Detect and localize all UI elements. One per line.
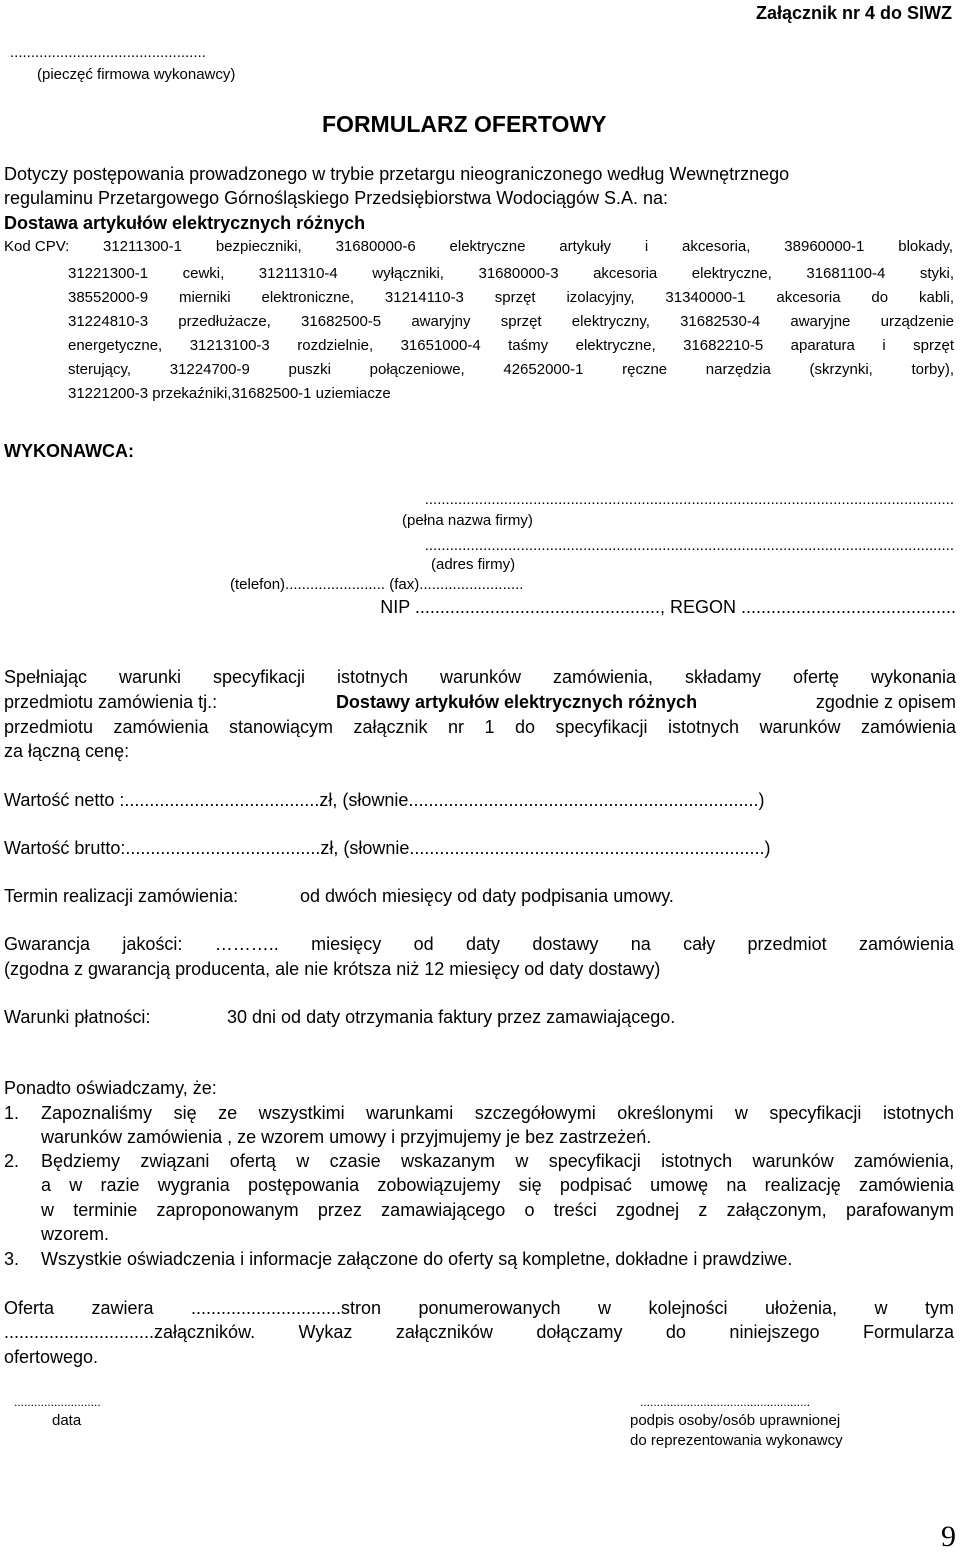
contractor-phone-fax[interactable]: (telefon)........................ (fax)......................... xyxy=(230,576,524,593)
offer-line-4: za łączną cenę: xyxy=(4,741,130,761)
cpv-line: 31221300-1 cewki, 31211310-4 wyłączniki, 31680000-3 akcesoria elektryczne, 31681100-4 styki, xyxy=(68,265,954,282)
declaration-line: Wszystkie oświadczenia i informacje załączone do oferty są kompletne, dokładne i prawdziwe. xyxy=(41,1249,793,1269)
offer-subject: Dostawy artykułów elektrycznych różnych xyxy=(335,692,698,712)
declaration-line: Będziemy związani ofertą w czasie wskazanym w specyfikacji istotnych warunków zamówienia, xyxy=(41,1151,954,1171)
warranty-line-1: Gwarancja jakości: ……….. miesięcy od daty dostawy na cały przedmiot zamówienia xyxy=(4,934,954,954)
declarations-heading: Ponadto oświadczamy, że: xyxy=(4,1078,217,1098)
offer-line-2-start: przedmiotu zamówienia tj.: xyxy=(4,692,218,712)
date-label: data xyxy=(52,1412,82,1429)
enclosures-line-1[interactable]: Oferta zawiera ..............................stron ponumerowanych w kolejności ułożenia, w tym xyxy=(4,1298,954,1318)
cpv-line: energetyczne, 31213100-3 rozdzielnie, 31651000-4 taśmy elektryczne, 31682210-5 aparatura i sprzęt xyxy=(68,337,954,354)
contractor-address-field[interactable]: ............................................................................................................................... xyxy=(424,537,954,554)
gross-value-field[interactable]: Wartość brutto:.......................................zł, (słownie.......................................................................) xyxy=(4,838,771,858)
signature-dots[interactable]: ................................................... xyxy=(640,1395,811,1409)
declaration-line: wzorem. xyxy=(41,1224,110,1244)
cpv-line: sterujący, 31224700-9 puszki połączeniowe, 42652000-1 ręczne narzędzia (skrzynki, torby), xyxy=(68,361,954,378)
stamp-dots: ............................................... xyxy=(10,44,206,61)
enclosures-line-3: ofertowego. xyxy=(4,1347,99,1367)
offer-line-1: Spełniając warunki specyfikacji istotnych warunków zamówienia, składamy ofertę wykonania xyxy=(4,667,956,687)
payment-value: 30 dni od daty otrzymania faktury przez zamawiającego. xyxy=(227,1007,676,1027)
signature-label-1: podpis osoby/osób uprawnionej xyxy=(630,1412,841,1429)
offer-line-3: przedmiotu zamówienia stanowiącym załącznik nr 1 do specyfikacji istotnych warunków zamówienia xyxy=(4,717,956,737)
contractor-address-label: (adres firmy) xyxy=(431,556,516,573)
net-value-field[interactable]: Wartość netto :.......................................zł, (słownie......................................................................) xyxy=(4,790,765,810)
cpv-line: 31221200-3 przekaźniki,31682500-1 uziemiacze xyxy=(68,385,391,402)
declaration-line: a w razie wygrania postępowania zobowiązujemy się podpisać umowę na realizację zamówienia xyxy=(41,1175,954,1195)
page-title: FORMULARZ OFERTOWY xyxy=(322,111,607,137)
cpv-line: 31224810-3 przedłużacze, 31682500-5 awaryjny sprzęt elektryczny, 31682530-4 awaryjne urządzenie xyxy=(68,313,954,330)
contractor-heading: WYKONAWCA: xyxy=(4,441,134,461)
cpv-list xyxy=(68,262,954,406)
stamp-label: (pieczęć firmowa wykonawcy) xyxy=(37,66,236,83)
cpv-label: Kod CPV: xyxy=(4,238,70,255)
offer-line-2-end: zgodnie z opisem xyxy=(815,692,956,712)
payment-label: Warunki płatności: xyxy=(4,1007,151,1027)
annex-label: Załącznik nr 4 do SIWZ xyxy=(755,3,952,23)
realization-label: Termin realizacji zamówienia: xyxy=(4,886,239,906)
warranty-line-2: (zgodna z gwarancją producenta, ale nie krótsza niż 12 miesięcy od daty dostawy) xyxy=(4,959,661,979)
realization-value: od dwóch miesięcy od daty podpisania umowy. xyxy=(300,886,674,906)
intro-line-1: Dotyczy postępowania prowadzonego w trybie przetargu nieograniczonego według Wewnętrznego xyxy=(4,164,790,184)
cpv-line: 38552000-9 mierniki elektroniczne, 31214110-3 sprzęt izolacyjny, 31340000-1 akcesoria do kabli, xyxy=(68,289,954,306)
contractor-nip-regon[interactable]: NIP ................................................., REGON ........................................... xyxy=(380,597,956,617)
declaration-number: 1. xyxy=(4,1103,20,1123)
intro-line-2: regulaminu Przetargowego Górnośląskiego Przedsiębiorstwa Wodociągów S.A. na: xyxy=(4,188,669,208)
declaration-line: w terminie zaproponowanym przez zamawiającego o treści zgodnej z załączonym, parafowanym xyxy=(41,1200,954,1220)
cpv-line-1: 31211300-1 bezpieczniki, 31680000-6 elektryczne artykuły i akcesoria, 38960000-1 blokady, xyxy=(103,238,953,255)
declaration-line: warunków zamówienia , ze wzorem umowy i przyjmujemy je bez zastrzeżeń. xyxy=(41,1127,652,1147)
declaration-number: 3. xyxy=(4,1249,20,1269)
declaration-number: 2. xyxy=(4,1151,20,1171)
signature-label-2: do reprezentowania wykonawcy xyxy=(630,1432,843,1449)
intro-subject: Dostawa artykułów elektrycznych różnych xyxy=(4,213,366,233)
contractor-name-field[interactable]: ............................................................................................................................... xyxy=(424,491,954,508)
date-dots[interactable]: .......................... xyxy=(14,1395,101,1409)
page-number: 9 xyxy=(941,1520,956,1553)
offer-line-2 xyxy=(4,692,956,713)
enclosures-line-2[interactable]: ..............................załączników. Wykaz załączników dołączamy do niniejszego Formularza xyxy=(4,1322,954,1342)
contractor-name-label: (pełna nazwa firmy) xyxy=(402,512,533,529)
declaration-line: Zapoznaliśmy się ze wszystkimi warunkami szczegółowymi określonymi w specyfikacji istotnych xyxy=(41,1103,954,1123)
